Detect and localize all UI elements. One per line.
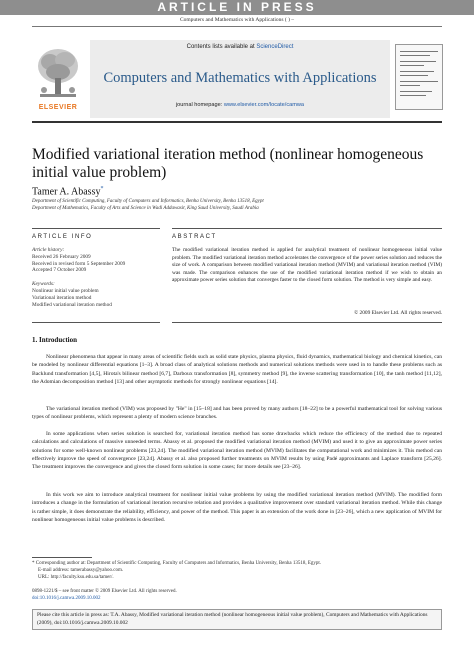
footnote-corresponding-author: * Corresponding author at: Department of Scientific Computing, Faculty of Computers and Informatics, Benha University, Benha 13518, Egypt. [32,561,322,566]
article-info-bottom-rule [32,322,160,323]
running-header: Computers and Mathematics with Applications ( ) – [179,17,295,23]
article-info-rule [32,228,160,229]
spacer [32,274,162,281]
author-name-text: Tamer A. Abassy [32,186,101,198]
keywords-label: Keywords: [32,281,55,288]
journal-homepage-line [90,102,390,108]
intro-paragraph-2: The variational iteration method (VIM) was proposed by "He" in [15–18] and has been proved by many authors [18–22] to be a powerful mathematical tool for solving various types of nonlinear problems, which represent a plenty of modern science branches. [32,406,442,421]
history-label: Article history: [32,247,65,253]
history-revised: Received in revised form 5 September 2009 [32,260,126,267]
citation-box: Please cite this article in press as: T.A. Abassy, Modified variational iteration method (nonlinear homogeneous initial value problem), Computers and Mathematics with Applications (2009), doi:10.1016/j.camwa.2009.10.002 [32,609,442,630]
cover-line [400,91,432,92]
header-rule [32,121,442,123]
cover-line [400,85,420,86]
cover-line [400,95,426,96]
sciencedirect-link[interactable]: ScienceDirect [256,44,294,50]
history-accepted: Accepted 7 October 2009 [32,267,87,274]
article-info-heading: ARTICLE INFO [32,234,93,240]
elsevier-tree-logo [32,44,84,102]
doi-link[interactable]: doi:10.1016/j.camwa.2009.10.002 [32,596,101,601]
cover-line [400,55,430,56]
abstract-bottom-rule [172,322,442,323]
affiliation-2: Department of Mathematics, Faculty of Arts and Science in Wadi Addawasir, King Saud University, Saudi Arabia [32,206,259,211]
footnote-url: URL: http://faculty.ksu.edu.sa/tamer/. [38,575,114,580]
abstract-heading: ABSTRACT [172,234,217,240]
author-name [32,186,103,197]
corresponding-author-mark[interactable]: * [100,186,104,192]
journal-title: Computers and Mathematics with Applications [103,70,377,86]
article-in-press-banner: ARTICLE IN PRESS [0,0,474,15]
abstract-text: The modified variational iteration method is applied for analytical treatment of nonlinear homogeneous initial value problem. The modified variational iteration method accelerates the convergence of the power series solution and reduces the size of work. A comparison between modified variational iteration method (MVIM) and variational iteration method (VIM) was made. The comparison enhances the use of the modified variational iteration method if we wish to obtain an approximate power series solution that converges faster to the closed form solution. The method is very simple and easy. [172,247,442,283]
running-header-rule [32,26,442,27]
intro-paragraph-4: In this work we aim to introduce analytical treatment for nonlinear initial value problems by using the modified variational iteration method (MVIM). The modified form introduces a change in the formulation of variational iteration recursive relation and provides a qualitative improvement over standard variational iteration method. While this change is rather simple, it does demonstrate the reliability, efficiency, and power of the method. This paper is an extension of the work done in [23–26], which a new application of MVIM for nonlinear homogeneous initial value problems is described. [32,492,442,523]
homepage-link[interactable]: www.elsevier.com/locate/camwa [223,102,305,108]
contents-line [90,44,390,50]
article-title: Modified variational iteration method (nonlinear homogeneous initial value problem) [32,146,424,181]
homepage-prefix: journal homepage: [175,102,224,108]
affiliations [32,198,452,212]
intro-paragraph-1: Nonlinear phenomena that appear in many areas of scientific fields such as solid state physics, plasma physics, fluid dynamics, mathematical biology and chemical kinetics, can be modeled by nonlinear differential equations [1–3]. A broad class of analytical solutions methods and numerical solutions methods were used in to handle these problems such as Backlund transformation [4,5], Hirota's bilinear method [6,7], Darboux transformation [8], symmetry method [9], the inverse scattering transformation [10], the tanh method [11,12], the Adomian decomposition method [13] and other asymptotic methods for strongly nonlinear equations [14]. [32,354,442,385]
cover-line [400,65,424,66]
keyword-item: Nonlinear initial value problem [32,287,99,294]
footnote [32,560,442,581]
cover-line [400,51,438,52]
abstract-rule [172,228,442,229]
contents-prefix: Contents lists available at [186,44,257,50]
keyword-item: Modified variational iteration method [32,301,112,308]
publisher-wordmark: ELSEVIER [38,104,78,111]
footnote-email: E-mail address: tamerabassy@yahoo.com. [38,568,124,573]
journal-cover-thumbnail [395,44,443,110]
affiliation-1: Department of Scientific Computing, Faculty of Computers and Informatics, Benha University, Benha 13518, Egypt [32,199,264,204]
cover-line [400,75,428,76]
article-info-block [32,247,162,308]
copyright-line: © 2009 Elsevier Ltd. All rights reserved. [354,310,442,316]
intro-paragraph-3: In some applications when series solution is searched for, variational iteration method has some drawbacks which reduce the efficiency of the method due to repeated calculations and calculations of massive unneeded terms. Abassy et al. proposed the modified variational iteration method (MVIM) and used it to give an approximate power series solutions for some well-known nonlinear problems [23,24]. The modified variational iteration method (MVIM) facilitates the computational work and minimizes it. This method can effectively improve the speed of convergence [23,24]. Abassy et al. also proposed further treatments on MVIM results by using Padé approximants and Laplace transform [25,26]. The treatment improves the convergence and gives the closed form solution in some cases; for more details see [23–26]. [32,431,442,471]
issn-line: 0898-1221/$ – see front matter © 2009 Elsevier Ltd. All rights reserved. [32,589,177,594]
footnote-rule [32,557,92,558]
issn-block [32,588,442,602]
cover-line [400,71,434,72]
cover-line [400,61,436,62]
history-received: Received 26 February 2009 [32,253,91,260]
cover-line [400,81,438,82]
keyword-item: Variational iteration method [32,294,92,301]
section-heading-introduction: 1. Introduction [32,336,77,344]
